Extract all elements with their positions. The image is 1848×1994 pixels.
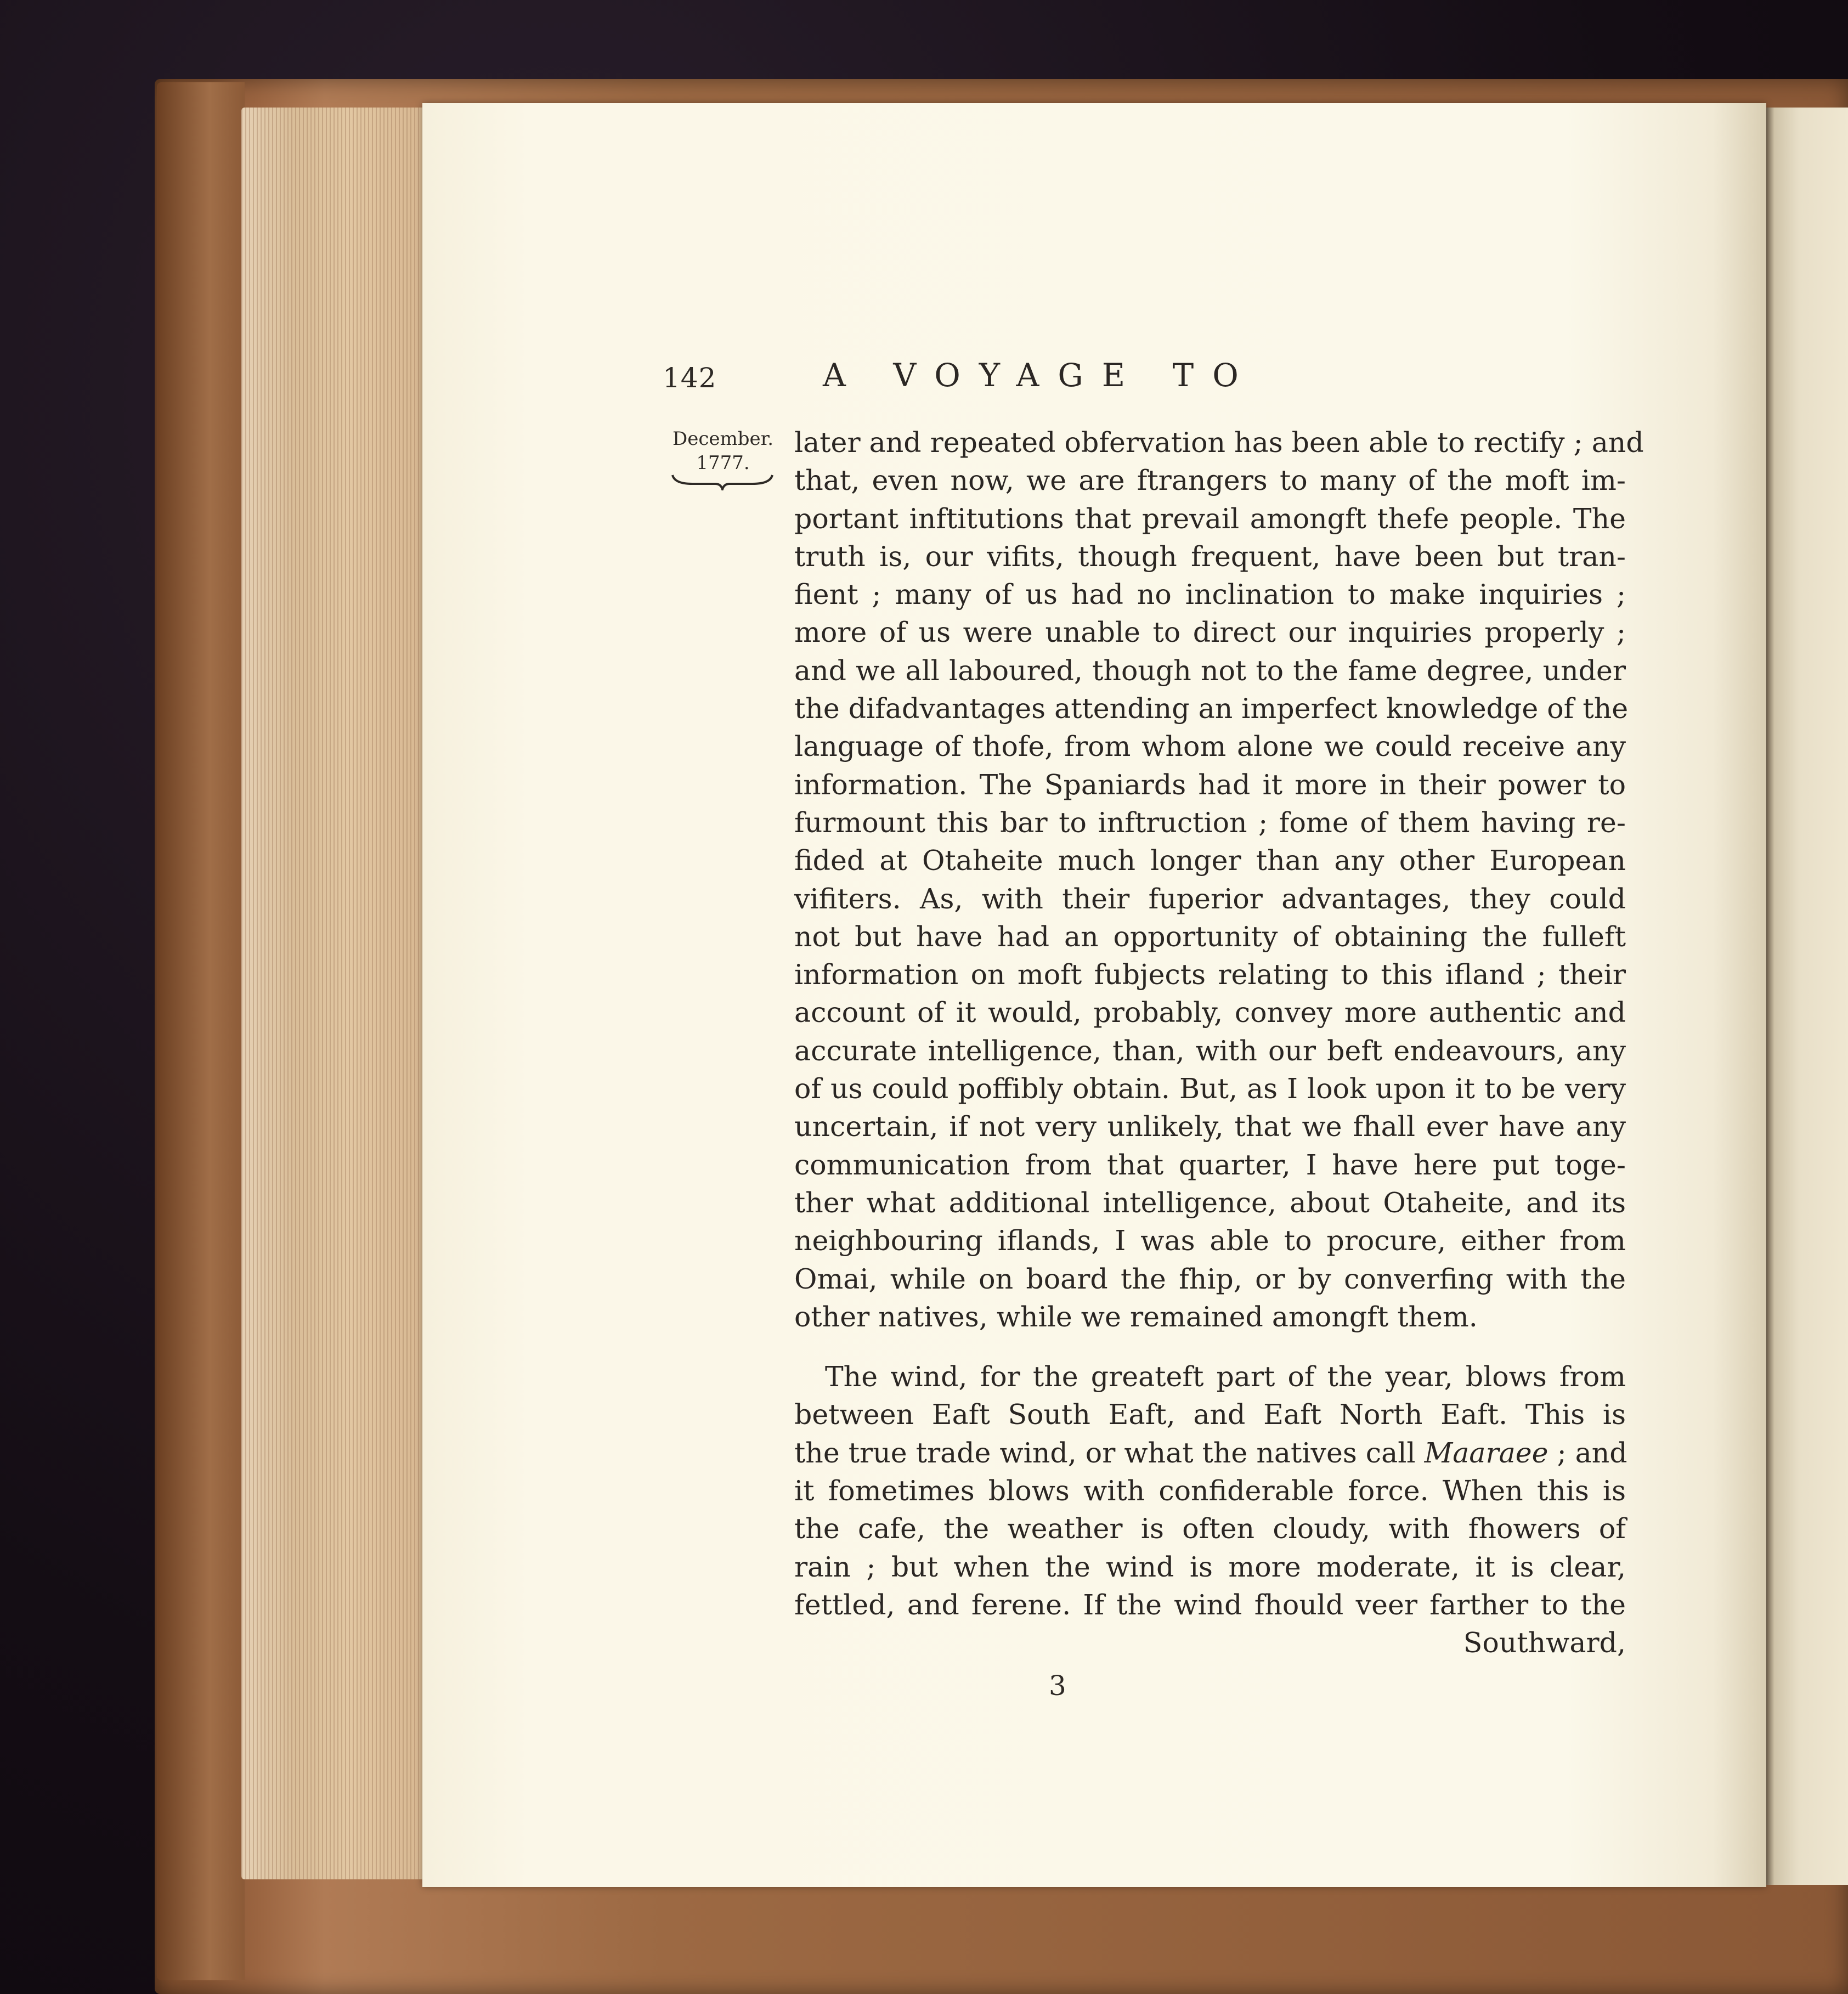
text-line: truth is, our vifits, though frequent, have been but tran-: [794, 540, 1626, 573]
text-line: portant inftitutions that prevail amongft thefe people. The: [794, 502, 1626, 535]
text-line: fettled, and ferene. If the wind fhould veer farther to the: [794, 1588, 1626, 1621]
text-line: more of us were unable to direct our inquiries properly ;: [794, 616, 1626, 649]
text-line: account of it would, probably, convey more authentic and: [794, 996, 1626, 1029]
margin-date-note: [668, 427, 778, 475]
text-line: information. The Spaniards had it more in their power to: [794, 768, 1626, 801]
text-line: that, even now, we are ftrangers to many of the moft im-: [794, 464, 1626, 497]
catchword: Southward,: [1463, 1626, 1626, 1659]
text-line: information on moft fubjects relating to this ifland ; their: [794, 958, 1626, 991]
text-line: language of thofe, from whom alone we could receive any: [794, 730, 1626, 763]
text-line: The wind, for the greateft part of the year, blows from: [825, 1360, 1626, 1393]
text-line-with-italic: [794, 1434, 1626, 1472]
text-line: uncertain, if not very unlikely, that we fhall ever have any: [794, 1110, 1626, 1143]
text-line: between Eaft South Eaft, and Eaft North Eaft. This is: [794, 1398, 1626, 1431]
margin-month: December.: [672, 428, 773, 450]
text-line: it fometimes blows with confiderable force. When this is: [794, 1475, 1626, 1507]
text-line: later and repeated obfervation has been able to rectify ; and: [794, 426, 1644, 459]
text-line: the cafe, the weather is often cloudy, with fhowers of: [794, 1512, 1626, 1545]
text-line: vifiters. As, with their fuperior advantages, they could: [794, 882, 1626, 915]
signature-mark: 3: [1049, 1670, 1066, 1702]
facing-page-edge: [1766, 108, 1848, 1885]
margin-year: 1777.: [696, 452, 750, 474]
italic-term: Maaraee: [1424, 1436, 1549, 1469]
text-line: Omai, while on board the fhip, or by converfing with the: [794, 1262, 1626, 1295]
text-line: accurate intelligence, than, with our beft endeavours, any: [794, 1034, 1626, 1067]
cover-spine-edge: [157, 82, 245, 1980]
body-text: [794, 423, 1644, 1662]
margin-brace-icon: [670, 472, 775, 490]
text-fragment: the true trade wind, or what the natives call: [794, 1436, 1416, 1469]
running-title: A VOYAGE TO: [823, 357, 1257, 394]
text-line: rain ; but when the wind is more moderate, it is clear,: [794, 1550, 1626, 1583]
paragraph-2: [794, 1358, 1626, 1662]
text-line: communication from that quarter, I have here put toge-: [794, 1148, 1626, 1181]
text-fragment: ; and: [1557, 1436, 1627, 1469]
text-line: fided at Otaheite much longer than any other European: [794, 844, 1626, 877]
text-line: fient ; many of us had no inclination to make inquiries ;: [794, 578, 1626, 611]
page-number: 142: [663, 362, 717, 394]
text-line: and we all laboured, though not to the fame degree, under: [794, 654, 1626, 687]
text-line: other natives, while we remained amongft them.: [794, 1300, 1478, 1333]
text-line: furmount this bar to inftruction ; fome of them having re-: [794, 806, 1626, 839]
text-line: neighbouring iflands, I was able to procure, either from: [794, 1224, 1626, 1257]
page-block-edge: [241, 108, 422, 1879]
text-line: the difadvantages attending an imperfect knowledge of the: [794, 692, 1629, 725]
text-line: not but have had an opportunity of obtaining the fulleft: [794, 920, 1626, 953]
text-line: ther what additional intelligence, about Otaheite, and its: [794, 1186, 1626, 1219]
paragraph-1: [794, 423, 1644, 1336]
text-line: of us could poffibly obtain. But, as I look upon it to be very: [794, 1072, 1626, 1105]
